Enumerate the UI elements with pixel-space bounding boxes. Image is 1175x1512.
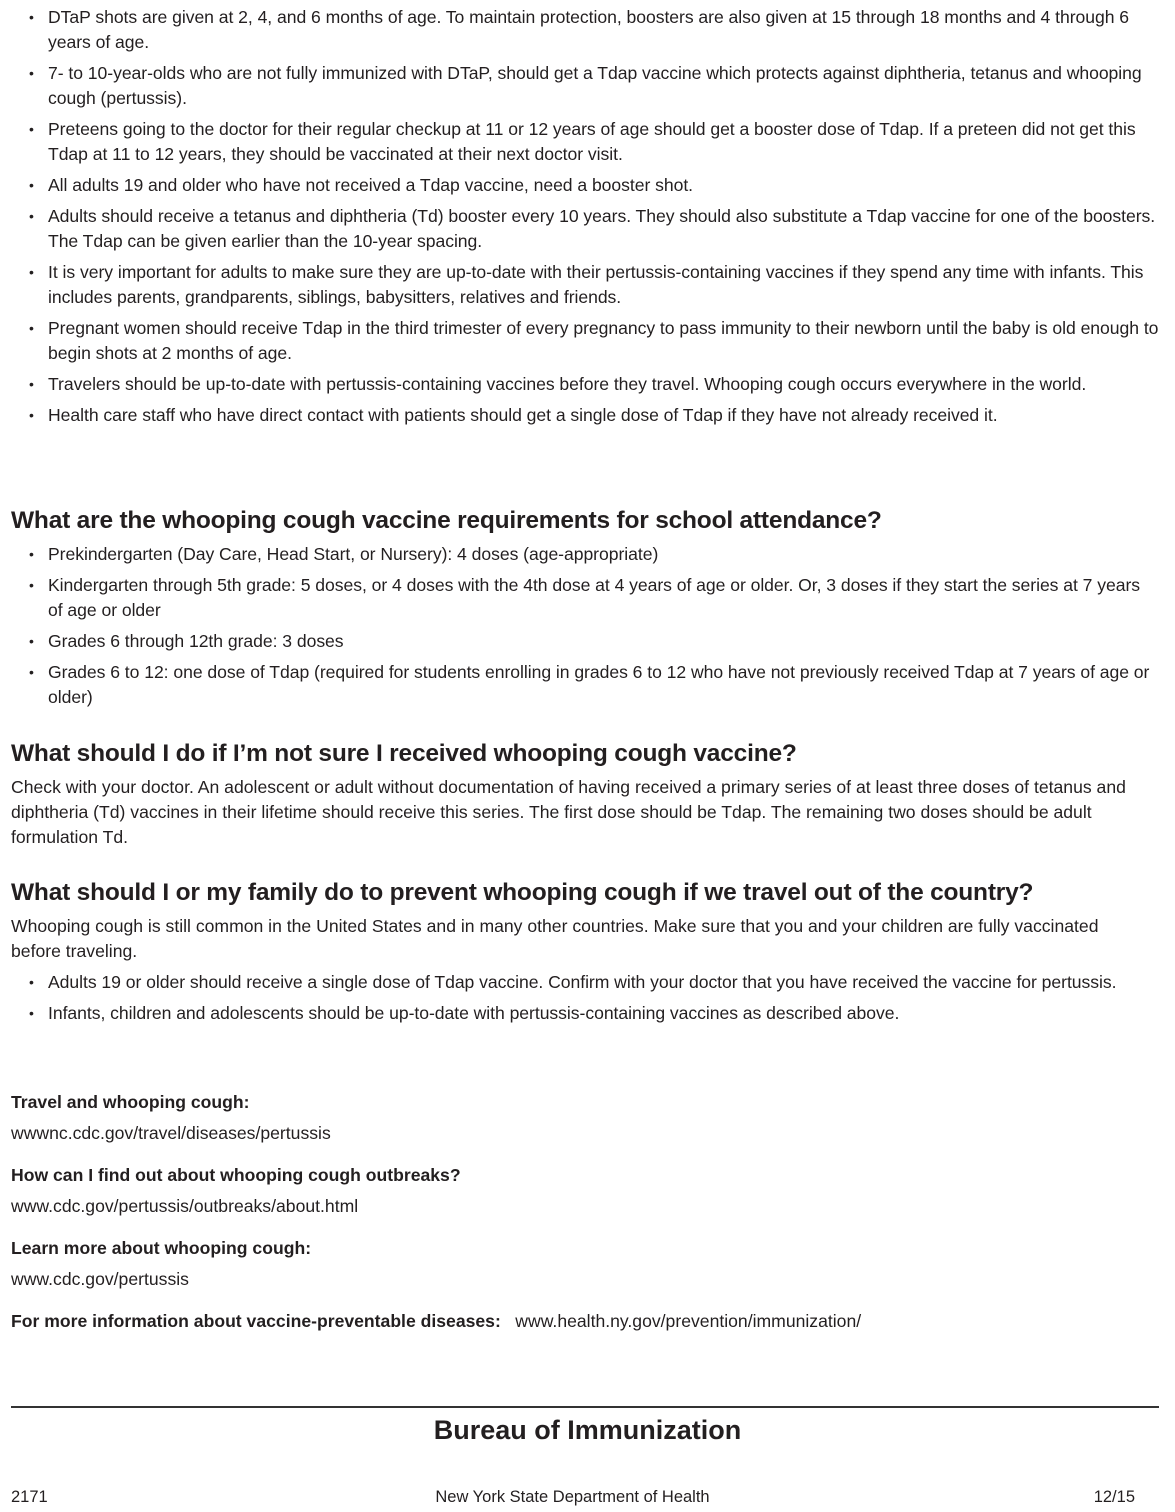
travel-resource-label: Travel and whooping cough: [11, 1092, 250, 1112]
list-item: • Grades 6 through 12th grade: 3 doses [11, 629, 1159, 654]
section-heading-travel: What should I or my family do to prevent whooping cough if we travel out of the country? [11, 879, 1034, 906]
learn-resource-label: Learn more about whooping cough: [11, 1238, 312, 1258]
travel-paragraph: Whooping cough is still common in the United States and in many other countries. Make sure that you and your children are fully vaccinated before traveling. [11, 916, 1099, 961]
list-item: • Health care staff who have direct contact with patients should get a single dose of Tdap if they have not already received it. [11, 403, 1159, 428]
school-bullet-list [11, 542, 1159, 716]
list-item: • Prekindergarten (Day Care, Head Start, or Nursery): 4 doses (age-appropriate) [11, 542, 1159, 567]
footer-divider [11, 1406, 1159, 1408]
unsure-paragraph: Check with your doctor. An adolescent or adult without documentation of having received a primary series of at least three doses of tetanus and diphtheria (Td) vaccines in their lifetime should receive this series. The first dose should be Tdap. The remaining two doses should be adult formulation Td. [11, 777, 1126, 847]
learn-resource-link[interactable]: www.cdc.gov/pertussis [11, 1269, 189, 1289]
travel-resource-link[interactable]: wwwnc.cdc.gov/travel/diseases/pertussis [11, 1123, 331, 1143]
list-item: • Adults should receive a tetanus and diphtheria (Td) booster every 10 years. They should also substitute a Tdap vaccine for one of the boosters. The Tdap can be given earlier than the 10-year spacing. [11, 204, 1159, 254]
bureau-title: Bureau of Immunization [433, 1415, 742, 1445]
section-heading-unsure: What should I do if I’m not sure I received whooping cough vaccine? [11, 740, 797, 767]
list-item: • 7- to 10-year-olds who are not fully immunized with DTaP, should get a Tdap vaccine which protects against diphtheria, tetanus and whooping cough (pertussis). [11, 61, 1159, 111]
list-item: • Grades 6 to 12: one dose of Tdap (required for students enrolling in grades 6 to 12 who have not previously received Tdap at 7 years of age or older) [11, 660, 1159, 710]
form-number: 2171 [11, 1488, 48, 1506]
outbreaks-resource-label: How can I find out about whooping cough outbreaks? [11, 1165, 461, 1185]
list-item: • Kindergarten through 5th grade: 5 doses, or 4 doses with the 4th dose at 4 years of age or older. Or, 3 doses if they start the series at 7 years of age or older [11, 573, 1159, 623]
list-item: • DTaP shots are given at 2, 4, and 6 months of age. To maintain protection, boosters are also given at 15 through 18 months and 4 through 6 years of age. [11, 5, 1159, 55]
more-info-label: For more information about vaccine-preventable diseases: [11, 1311, 501, 1331]
department-name: New York State Department of Health [435, 1488, 710, 1506]
list-item: • It is very important for adults to make sure they are up-to-date with their pertussis-containing vaccines if they spend any time with infants. This includes parents, grandparents, siblings, babysitters, relatives and friends. [11, 260, 1159, 310]
list-item: • Preteens going to the doctor for their regular checkup at 11 or 12 years of age should get a booster dose of Tdap. If a preteen did not get this Tdap at 11 to 12 years, they should be vaccinated at their next doctor visit. [11, 117, 1159, 167]
outbreaks-resource-link[interactable]: www.cdc.gov/pertussis/outbreaks/about.html [11, 1196, 359, 1216]
list-item: • Travelers should be up-to-date with pertussis-containing vaccines before they travel. Whooping cough occurs everywhere in the world. [11, 372, 1159, 397]
travel-bullet-list [11, 970, 1159, 1032]
list-item: • Pregnant women should receive Tdap in the third trimester of every pregnancy to pass immunity to their newborn until the baby is old enough to begin shots at 2 months of age. [11, 316, 1159, 366]
more-info-link[interactable]: www.health.ny.gov/prevention/immunization/ [515, 1311, 862, 1331]
list-item: • Infants, children and adolescents should be up-to-date with pertussis-containing vaccines as described above. [11, 1001, 1159, 1026]
intro-bullet-list [11, 5, 1159, 434]
list-item: • Adults 19 or older should receive a single dose of Tdap vaccine. Confirm with your doctor that you have received the vaccine for pertussis. [11, 970, 1159, 995]
more-info-row [11, 1310, 861, 1332]
section-heading-school: What are the whooping cough vaccine requirements for school attendance? [11, 507, 882, 534]
revision-date: 12/15 [1093, 1488, 1135, 1506]
list-item: • All adults 19 and older who have not received a Tdap vaccine, need a booster shot. [11, 173, 1159, 198]
